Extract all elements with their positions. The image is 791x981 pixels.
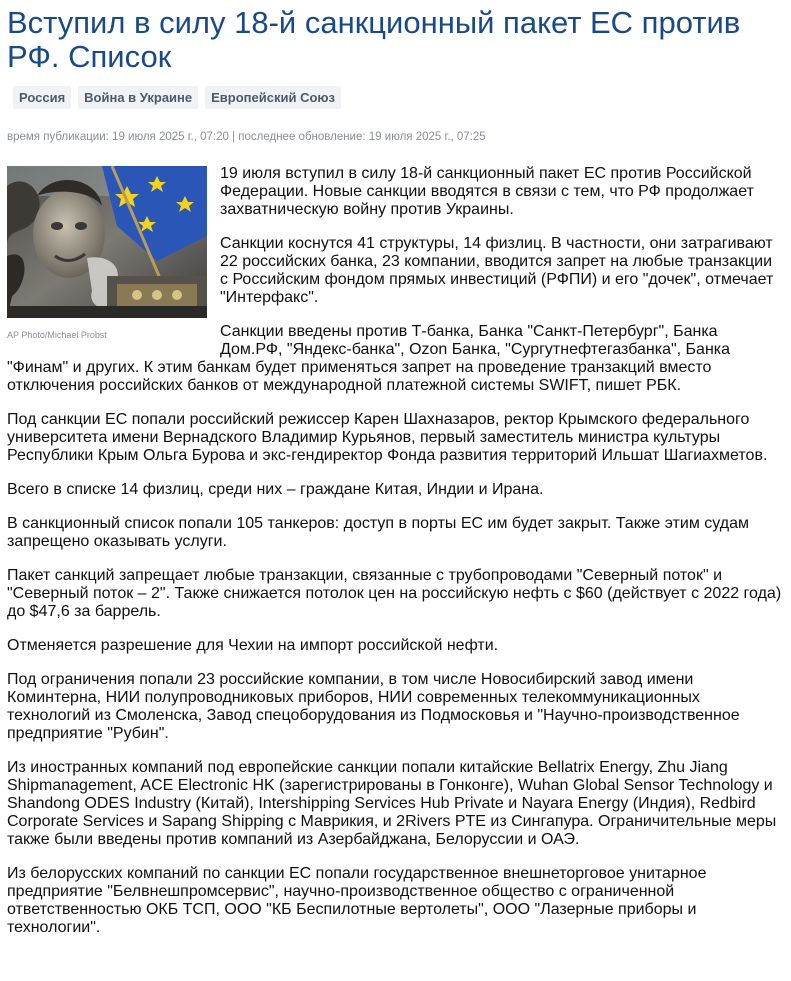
article-paragraph-11: Из белорусских компаний по санкции ЕС попали государственное внешнеторговое унитарное предприятие "Белвнешпромсервис", научно-производственное общество с ограниченной ответственностью ОКБ ТСП, ООО "КБ Беспилотные вертолеты", ООО "Лазерные приборы и технологии".: [7, 865, 707, 936]
article-paragraph-10: Из иностранных компаний под европейские санкции попали китайские Bellatrix Energy, Zhu Jiang Shipmanagement, ACE Electronic HK (зарегистрированы в Гонконге), Wuhan Global Sensor Technology и Shandong ODES Industry (Китай), Intershipping Services Hub Private и Nayara Energy (Индия), Redbird Corporate Services и Sapang Shipping с Маврикия, и 2Rivers PTE из Сингапура. Ограничительные меры также были введены против компаний из Азербайджана, Белоруссии и ОАЭ.: [7, 759, 777, 848]
tag-list: [7, 86, 782, 109]
article: [0, 6, 791, 937]
publication-meta: время публикации: 19 июля 2025 г., 07:20 | последнее обновление: 19 июля 2025 г., 07:25: [7, 131, 486, 143]
article-paragraph-1: 19 июля вступил в силу 18-й санкционный пакет ЕС против Российской Федерации. Новые санкции вводятся в связи с тем, что РФ продолжает захватническую войну против Украины.: [220, 165, 754, 218]
article-photo: [7, 166, 207, 344]
article-paragraph-2: Санкции коснутся 41 структуры, 14 физлиц. В частности, они затрагивают 22 российских банка, 23 компании, вводится запрет на любые транзакции с Российским фондом прямых инвестиций (РФПИ) и его "дочек", отмечает "Интерфакс".: [220, 235, 774, 306]
article-paragraph-7: Пакет санкций запрещает любые транзакции, связанные с трубопроводами "Северный поток" и "Северный поток – 2". Также снижается потолок цен на российскую нефть с $60 (действует с 2022 года) до $47,6 за баррель.: [7, 567, 782, 620]
article-paragraph-4: Под санкции ЕС попали российский режиссер Карен Шахназаров, ректор Крымского федерального университета имени Вернадского Владимир Курьянов, первый заместитель министра культуры Республики Крым Ольга Бурова и экс-гендиректор Фонда развития территорий Ильшат Шагиахметов.: [7, 411, 768, 464]
article-paragraph-3: Санкции введены против Т-банка, Банка "Санкт-Петербург", Банка Дом.РФ, "Яндекс-банка", Ozon Банка, "Сургутнефтегазбанка", Банка "Финам" и других. К этим банкам будет применяться запрет на проведение транзакций вместо отключения российских банков от международной платежной системы SWIFT, пишет РБК.: [7, 323, 731, 394]
article-paragraph-9: Под ограничения попали 23 российские компании, в том числе Новосибирский завод имени Коминтерна, НИИ полупроводниковых приборов, НИИ современных телекоммуникационных технологий из Смоленска, Завод спецоборудования из Подмосковья и "Научно-производственное предприятие "Рубин".: [7, 671, 740, 742]
tag-european-union[interactable]: Европейский Союз: [205, 86, 341, 109]
article-paragraph-5: Всего в списке 14 физлиц, среди них – граждане Китая, Индии и Ирана.: [7, 481, 544, 498]
article-body: [7, 165, 782, 937]
article-paragraph-8: Отменяется разрешение для Чехии на импорт российской нефти.: [7, 637, 499, 654]
article-title: Вступил в силу 18-й санкционный пакет ЕС против РФ. Список: [7, 5, 741, 74]
photo-image[interactable]: [7, 166, 207, 318]
tag-russia[interactable]: Россия: [13, 86, 71, 109]
article-paragraph-6: В санкционный список попали 105 танкеров: доступ в порты ЕС им будет закрыт. Также этим судам запрещено оказывать услуги.: [7, 515, 749, 550]
carnival-float-illustration: [7, 166, 207, 318]
tag-war-in-ukraine[interactable]: Война в Украине: [78, 86, 198, 109]
photo-credit: AP Photo/Michael Probst: [7, 330, 107, 340]
